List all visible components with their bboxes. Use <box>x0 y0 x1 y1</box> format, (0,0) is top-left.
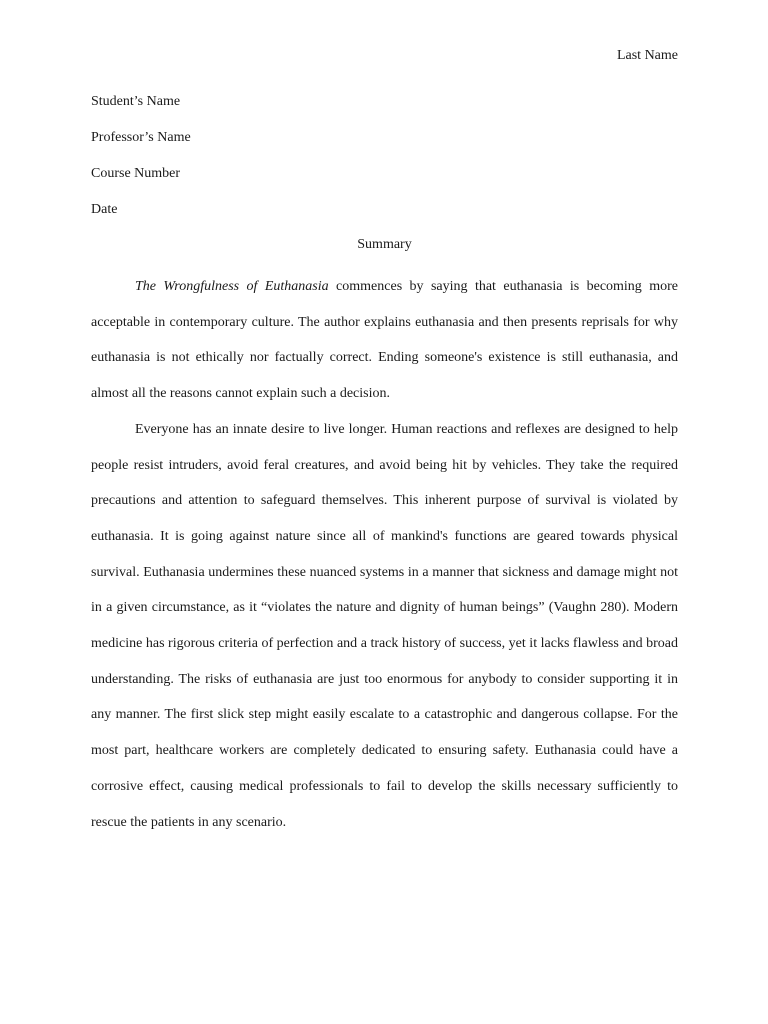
running-header-last-name: Last Name <box>616 48 678 63</box>
paragraph-2-text: Everyone has an innate desire to live longer. Human reactions and reflexes are designed to help people resist intruders, avoid feral creatures, and avoid being hit by vehicles. They take the required precautions and attention to safeguard themselves. This inherent purpose of survival is violated by euthanasia. It is going against nature since all of mankind's functions are geared towards physical survival. Euthanasia undermines these nuanced systems in a manner that sickness and damage might not in a given circumstance, as it “violates the nature and dignity of human beings” (Vaughn 280). Modern medicine has rigorous criteria of perfection and a track history of success, yet it lacks flawless and broad understanding. The risks of euthanasia are just too enormous for anybody to consider supporting it in any manner. The first slick step might easily escalate to a catastrophic and dangerous collapse. For the most part, healthcare workers are completely dedicated to ensuring safety. Euthanasia could have a corrosive effect, causing medical professionals to fail to develop the skills necessary sufficiently to rescue the patients in any scenario. <box>91 421 678 830</box>
book-title: The Wrongfulness of Euthanasia <box>135 279 329 294</box>
professor-name: Professor’s Name <box>91 130 191 145</box>
paragraph-1 <box>91 269 678 412</box>
document-title: Summary <box>357 237 412 252</box>
date: Date <box>91 202 118 217</box>
student-name: Student’s Name <box>91 94 181 109</box>
course-number: Course Number <box>91 166 181 181</box>
paragraph-1-text: commences by saying that euthanasia is becoming more acceptable in contemporary culture. The author explains euthanasia and then presents reprisals for why euthanasia is not ethically nor factually correct. Ending someone's existence is still euthanasia, and almost all the reasons cannot explain such a decision. <box>91 279 678 402</box>
paragraph-2 <box>91 412 678 840</box>
mla-heading <box>91 92 678 236</box>
document-body <box>91 269 678 840</box>
